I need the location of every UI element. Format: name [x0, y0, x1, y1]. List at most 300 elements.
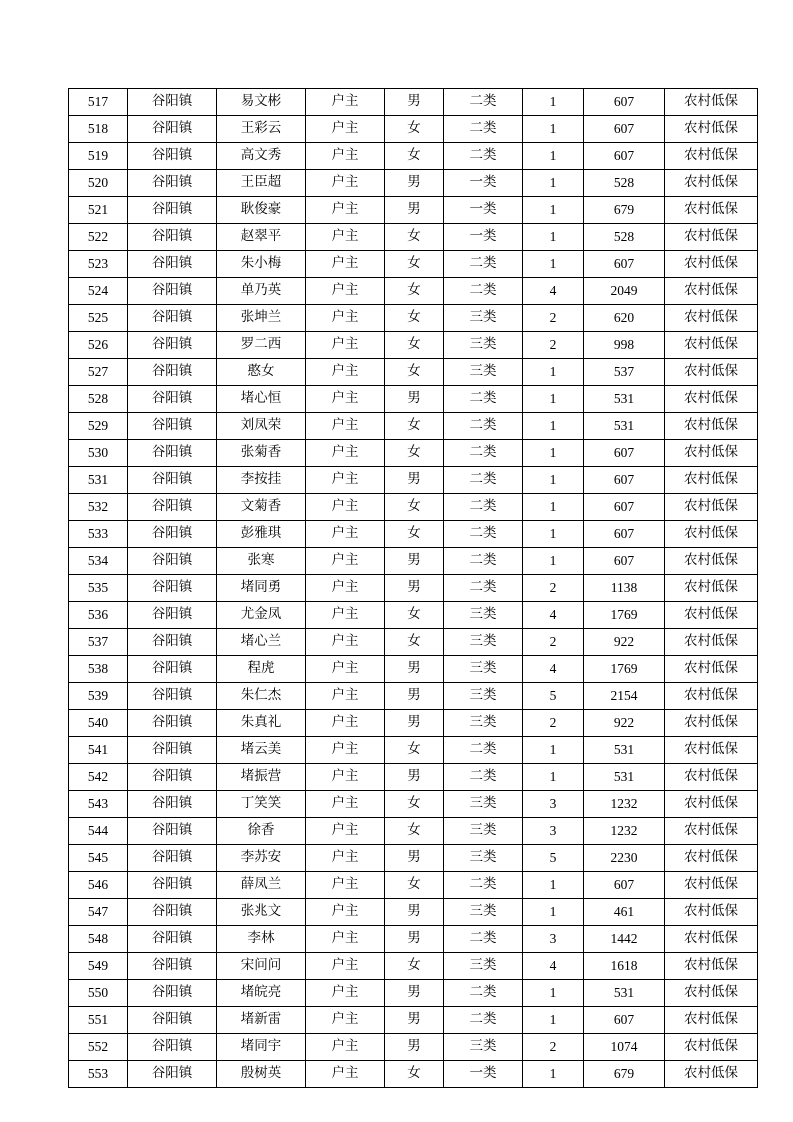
cell-seq: 551	[69, 1007, 128, 1034]
cell-amount: 531	[584, 737, 665, 764]
cell-category: 三类	[444, 1034, 523, 1061]
cell-count: 4	[523, 602, 584, 629]
cell-sex: 男	[385, 197, 444, 224]
cell-sex: 女	[385, 1061, 444, 1088]
cell-count: 1	[523, 116, 584, 143]
cell-amount: 922	[584, 629, 665, 656]
table-row	[69, 359, 758, 386]
cell-type: 农村低保	[665, 224, 758, 251]
cell-type: 农村低保	[665, 413, 758, 440]
cell-relation: 户主	[306, 170, 385, 197]
cell-type: 农村低保	[665, 494, 758, 521]
cell-relation: 户主	[306, 629, 385, 656]
table-row	[69, 872, 758, 899]
cell-type: 农村低保	[665, 467, 758, 494]
table-body	[69, 89, 758, 1088]
cell-sex: 男	[385, 548, 444, 575]
cell-seq: 535	[69, 575, 128, 602]
cell-amount: 607	[584, 116, 665, 143]
cell-relation: 户主	[306, 710, 385, 737]
table-row	[69, 1034, 758, 1061]
cell-category: 三类	[444, 332, 523, 359]
cell-type: 农村低保	[665, 710, 758, 737]
cell-name: 朱小梅	[217, 251, 306, 278]
cell-count: 1	[523, 737, 584, 764]
cell-relation: 户主	[306, 332, 385, 359]
cell-name: 堵振营	[217, 764, 306, 791]
cell-amount: 531	[584, 764, 665, 791]
cell-type: 农村低保	[665, 170, 758, 197]
cell-seq: 519	[69, 143, 128, 170]
cell-relation: 户主	[306, 683, 385, 710]
cell-relation: 户主	[306, 926, 385, 953]
cell-town: 谷阳镇	[128, 278, 217, 305]
cell-seq: 543	[69, 791, 128, 818]
cell-type: 农村低保	[665, 197, 758, 224]
cell-type: 农村低保	[665, 143, 758, 170]
table-row	[69, 548, 758, 575]
cell-seq: 532	[69, 494, 128, 521]
cell-town: 谷阳镇	[128, 926, 217, 953]
table-row	[69, 899, 758, 926]
cell-sex: 女	[385, 953, 444, 980]
cell-sex: 女	[385, 143, 444, 170]
cell-town: 谷阳镇	[128, 170, 217, 197]
cell-type: 农村低保	[665, 764, 758, 791]
cell-count: 3	[523, 926, 584, 953]
cell-count: 1	[523, 251, 584, 278]
cell-category: 二类	[444, 278, 523, 305]
cell-count: 3	[523, 818, 584, 845]
cell-type: 农村低保	[665, 1034, 758, 1061]
cell-category: 三类	[444, 791, 523, 818]
cell-name: 刘凤荣	[217, 413, 306, 440]
cell-count: 1	[523, 359, 584, 386]
table-row	[69, 521, 758, 548]
table-row	[69, 197, 758, 224]
cell-name: 薛凤兰	[217, 872, 306, 899]
cell-town: 谷阳镇	[128, 575, 217, 602]
cell-sex: 女	[385, 359, 444, 386]
cell-type: 农村低保	[665, 899, 758, 926]
cell-seq: 526	[69, 332, 128, 359]
cell-relation: 户主	[306, 1061, 385, 1088]
cell-relation: 户主	[306, 575, 385, 602]
cell-name: 程虎	[217, 656, 306, 683]
cell-town: 谷阳镇	[128, 332, 217, 359]
cell-seq: 527	[69, 359, 128, 386]
cell-seq: 528	[69, 386, 128, 413]
cell-amount: 531	[584, 413, 665, 440]
cell-relation: 户主	[306, 359, 385, 386]
cell-name: 堵新雷	[217, 1007, 306, 1034]
cell-count: 1	[523, 980, 584, 1007]
cell-town: 谷阳镇	[128, 818, 217, 845]
cell-name: 张兆文	[217, 899, 306, 926]
cell-town: 谷阳镇	[128, 1007, 217, 1034]
cell-sex: 男	[385, 926, 444, 953]
cell-relation: 户主	[306, 1007, 385, 1034]
table-row	[69, 251, 758, 278]
cell-count: 1	[523, 467, 584, 494]
cell-type: 农村低保	[665, 521, 758, 548]
cell-sex: 女	[385, 494, 444, 521]
cell-relation: 户主	[306, 224, 385, 251]
cell-category: 二类	[444, 575, 523, 602]
cell-name: 耿俊豪	[217, 197, 306, 224]
cell-name: 易文彬	[217, 89, 306, 116]
table-row	[69, 926, 758, 953]
cell-sex: 女	[385, 224, 444, 251]
cell-sex: 女	[385, 521, 444, 548]
cell-name: 尤金凤	[217, 602, 306, 629]
cell-category: 二类	[444, 251, 523, 278]
cell-relation: 户主	[306, 845, 385, 872]
cell-name: 堵心恒	[217, 386, 306, 413]
table-row	[69, 656, 758, 683]
cell-seq: 538	[69, 656, 128, 683]
cell-town: 谷阳镇	[128, 953, 217, 980]
cell-seq: 539	[69, 683, 128, 710]
table-row	[69, 413, 758, 440]
cell-category: 二类	[444, 143, 523, 170]
table-row	[69, 89, 758, 116]
cell-town: 谷阳镇	[128, 143, 217, 170]
cell-count: 1	[523, 872, 584, 899]
cell-seq: 522	[69, 224, 128, 251]
table-row	[69, 467, 758, 494]
cell-town: 谷阳镇	[128, 116, 217, 143]
cell-count: 3	[523, 791, 584, 818]
cell-count: 4	[523, 278, 584, 305]
cell-town: 谷阳镇	[128, 629, 217, 656]
cell-type: 农村低保	[665, 332, 758, 359]
cell-relation: 户主	[306, 548, 385, 575]
cell-name: 憨女	[217, 359, 306, 386]
cell-relation: 户主	[306, 899, 385, 926]
cell-amount: 531	[584, 980, 665, 1007]
cell-sex: 女	[385, 332, 444, 359]
cell-relation: 户主	[306, 386, 385, 413]
table-row	[69, 791, 758, 818]
cell-sex: 男	[385, 170, 444, 197]
cell-town: 谷阳镇	[128, 224, 217, 251]
cell-town: 谷阳镇	[128, 251, 217, 278]
cell-amount: 528	[584, 170, 665, 197]
cell-count: 1	[523, 224, 584, 251]
cell-name: 单乃英	[217, 278, 306, 305]
cell-sex: 男	[385, 386, 444, 413]
cell-category: 二类	[444, 413, 523, 440]
cell-type: 农村低保	[665, 656, 758, 683]
cell-sex: 女	[385, 116, 444, 143]
table-row	[69, 575, 758, 602]
cell-relation: 户主	[306, 467, 385, 494]
cell-seq: 520	[69, 170, 128, 197]
cell-seq: 536	[69, 602, 128, 629]
table-row	[69, 818, 758, 845]
cell-amount: 1138	[584, 575, 665, 602]
cell-relation: 户主	[306, 89, 385, 116]
cell-town: 谷阳镇	[128, 1061, 217, 1088]
cell-type: 农村低保	[665, 548, 758, 575]
cell-category: 二类	[444, 1007, 523, 1034]
table-row	[69, 845, 758, 872]
cell-sex: 男	[385, 467, 444, 494]
cell-count: 1	[523, 386, 584, 413]
cell-category: 三类	[444, 305, 523, 332]
cell-category: 二类	[444, 467, 523, 494]
cell-type: 农村低保	[665, 629, 758, 656]
cell-sex: 女	[385, 251, 444, 278]
cell-seq: 533	[69, 521, 128, 548]
cell-seq: 542	[69, 764, 128, 791]
cell-town: 谷阳镇	[128, 89, 217, 116]
cell-count: 1	[523, 413, 584, 440]
cell-town: 谷阳镇	[128, 386, 217, 413]
cell-type: 农村低保	[665, 737, 758, 764]
cell-town: 谷阳镇	[128, 467, 217, 494]
cell-town: 谷阳镇	[128, 494, 217, 521]
cell-sex: 女	[385, 413, 444, 440]
cell-town: 谷阳镇	[128, 521, 217, 548]
cell-name: 张坤兰	[217, 305, 306, 332]
cell-name: 王臣超	[217, 170, 306, 197]
cell-relation: 户主	[306, 116, 385, 143]
cell-name: 李苏安	[217, 845, 306, 872]
cell-town: 谷阳镇	[128, 710, 217, 737]
cell-category: 一类	[444, 170, 523, 197]
cell-category: 二类	[444, 872, 523, 899]
cell-amount: 607	[584, 89, 665, 116]
cell-amount: 528	[584, 224, 665, 251]
cell-town: 谷阳镇	[128, 737, 217, 764]
table-row	[69, 980, 758, 1007]
cell-amount: 607	[584, 872, 665, 899]
cell-count: 1	[523, 1007, 584, 1034]
cell-sex: 女	[385, 791, 444, 818]
cell-name: 李按挂	[217, 467, 306, 494]
cell-relation: 户主	[306, 413, 385, 440]
cell-relation: 户主	[306, 737, 385, 764]
cell-category: 三类	[444, 953, 523, 980]
cell-count: 2	[523, 575, 584, 602]
cell-seq: 552	[69, 1034, 128, 1061]
cell-amount: 607	[584, 467, 665, 494]
cell-seq: 525	[69, 305, 128, 332]
beneficiary-table	[68, 88, 758, 1088]
cell-type: 农村低保	[665, 980, 758, 1007]
cell-count: 1	[523, 548, 584, 575]
cell-name: 文菊香	[217, 494, 306, 521]
cell-type: 农村低保	[665, 251, 758, 278]
cell-amount: 607	[584, 143, 665, 170]
cell-count: 1	[523, 899, 584, 926]
cell-sex: 男	[385, 89, 444, 116]
cell-amount: 679	[584, 1061, 665, 1088]
cell-type: 农村低保	[665, 116, 758, 143]
cell-count: 2	[523, 1034, 584, 1061]
cell-category: 二类	[444, 386, 523, 413]
cell-relation: 户主	[306, 818, 385, 845]
cell-category: 三类	[444, 845, 523, 872]
cell-count: 1	[523, 89, 584, 116]
cell-name: 堵同勇	[217, 575, 306, 602]
cell-type: 农村低保	[665, 953, 758, 980]
cell-category: 二类	[444, 116, 523, 143]
cell-category: 三类	[444, 359, 523, 386]
cell-type: 农村低保	[665, 575, 758, 602]
table-row	[69, 602, 758, 629]
cell-seq: 518	[69, 116, 128, 143]
cell-seq: 547	[69, 899, 128, 926]
cell-amount: 620	[584, 305, 665, 332]
cell-amount: 607	[584, 1007, 665, 1034]
cell-amount: 1442	[584, 926, 665, 953]
table-row	[69, 170, 758, 197]
cell-count: 1	[523, 143, 584, 170]
cell-town: 谷阳镇	[128, 197, 217, 224]
cell-count: 2	[523, 332, 584, 359]
cell-amount: 2154	[584, 683, 665, 710]
cell-town: 谷阳镇	[128, 899, 217, 926]
cell-seq: 541	[69, 737, 128, 764]
table-row	[69, 386, 758, 413]
cell-town: 谷阳镇	[128, 845, 217, 872]
cell-type: 农村低保	[665, 602, 758, 629]
table-row	[69, 143, 758, 170]
cell-category: 二类	[444, 926, 523, 953]
cell-category: 一类	[444, 197, 523, 224]
cell-category: 三类	[444, 710, 523, 737]
cell-category: 三类	[444, 602, 523, 629]
table-row	[69, 224, 758, 251]
cell-amount: 1232	[584, 818, 665, 845]
cell-amount: 1232	[584, 791, 665, 818]
cell-type: 农村低保	[665, 872, 758, 899]
cell-count: 5	[523, 683, 584, 710]
cell-count: 1	[523, 197, 584, 224]
cell-sex: 男	[385, 764, 444, 791]
table-row	[69, 116, 758, 143]
table-row	[69, 1007, 758, 1034]
cell-town: 谷阳镇	[128, 359, 217, 386]
cell-name: 徐香	[217, 818, 306, 845]
table-row	[69, 953, 758, 980]
cell-type: 农村低保	[665, 845, 758, 872]
cell-town: 谷阳镇	[128, 548, 217, 575]
cell-amount: 607	[584, 440, 665, 467]
cell-sex: 女	[385, 818, 444, 845]
cell-relation: 户主	[306, 764, 385, 791]
cell-name: 朱仁杰	[217, 683, 306, 710]
cell-amount: 461	[584, 899, 665, 926]
cell-town: 谷阳镇	[128, 413, 217, 440]
cell-category: 二类	[444, 764, 523, 791]
cell-seq: 540	[69, 710, 128, 737]
cell-relation: 户主	[306, 494, 385, 521]
cell-name: 堵同宇	[217, 1034, 306, 1061]
cell-seq: 544	[69, 818, 128, 845]
cell-type: 农村低保	[665, 386, 758, 413]
cell-name: 彭雅琪	[217, 521, 306, 548]
cell-type: 农村低保	[665, 440, 758, 467]
cell-sex: 男	[385, 683, 444, 710]
cell-name: 李林	[217, 926, 306, 953]
cell-amount: 1618	[584, 953, 665, 980]
cell-sex: 男	[385, 845, 444, 872]
cell-town: 谷阳镇	[128, 791, 217, 818]
cell-seq: 545	[69, 845, 128, 872]
cell-amount: 607	[584, 548, 665, 575]
cell-relation: 户主	[306, 656, 385, 683]
cell-category: 一类	[444, 1061, 523, 1088]
cell-sex: 女	[385, 629, 444, 656]
cell-relation: 户主	[306, 197, 385, 224]
cell-name: 宋问问	[217, 953, 306, 980]
table-row	[69, 305, 758, 332]
cell-category: 三类	[444, 629, 523, 656]
cell-category: 二类	[444, 494, 523, 521]
table-row	[69, 629, 758, 656]
cell-seq: 521	[69, 197, 128, 224]
cell-name: 王彩云	[217, 116, 306, 143]
cell-name: 张寒	[217, 548, 306, 575]
cell-amount: 2230	[584, 845, 665, 872]
cell-sex: 女	[385, 278, 444, 305]
cell-type: 农村低保	[665, 1061, 758, 1088]
cell-town: 谷阳镇	[128, 440, 217, 467]
cell-name: 堵心兰	[217, 629, 306, 656]
cell-relation: 户主	[306, 251, 385, 278]
cell-amount: 922	[584, 710, 665, 737]
cell-sex: 男	[385, 899, 444, 926]
cell-town: 谷阳镇	[128, 980, 217, 1007]
cell-amount: 537	[584, 359, 665, 386]
cell-sex: 男	[385, 1034, 444, 1061]
cell-amount: 531	[584, 386, 665, 413]
cell-type: 农村低保	[665, 305, 758, 332]
cell-town: 谷阳镇	[128, 1034, 217, 1061]
cell-seq: 524	[69, 278, 128, 305]
cell-type: 农村低保	[665, 683, 758, 710]
table-row	[69, 764, 758, 791]
cell-category: 二类	[444, 980, 523, 1007]
cell-seq: 530	[69, 440, 128, 467]
cell-type: 农村低保	[665, 818, 758, 845]
cell-relation: 户主	[306, 440, 385, 467]
cell-town: 谷阳镇	[128, 656, 217, 683]
cell-town: 谷阳镇	[128, 683, 217, 710]
cell-count: 4	[523, 656, 584, 683]
cell-sex: 女	[385, 872, 444, 899]
cell-relation: 户主	[306, 143, 385, 170]
cell-category: 二类	[444, 737, 523, 764]
cell-category: 二类	[444, 521, 523, 548]
cell-sex: 男	[385, 710, 444, 737]
cell-relation: 户主	[306, 953, 385, 980]
table-row	[69, 737, 758, 764]
cell-type: 农村低保	[665, 89, 758, 116]
table-row	[69, 440, 758, 467]
cell-name: 堵云美	[217, 737, 306, 764]
cell-name: 堵皖亮	[217, 980, 306, 1007]
cell-amount: 607	[584, 521, 665, 548]
cell-seq: 550	[69, 980, 128, 1007]
table-row	[69, 332, 758, 359]
cell-relation: 户主	[306, 872, 385, 899]
cell-category: 三类	[444, 899, 523, 926]
